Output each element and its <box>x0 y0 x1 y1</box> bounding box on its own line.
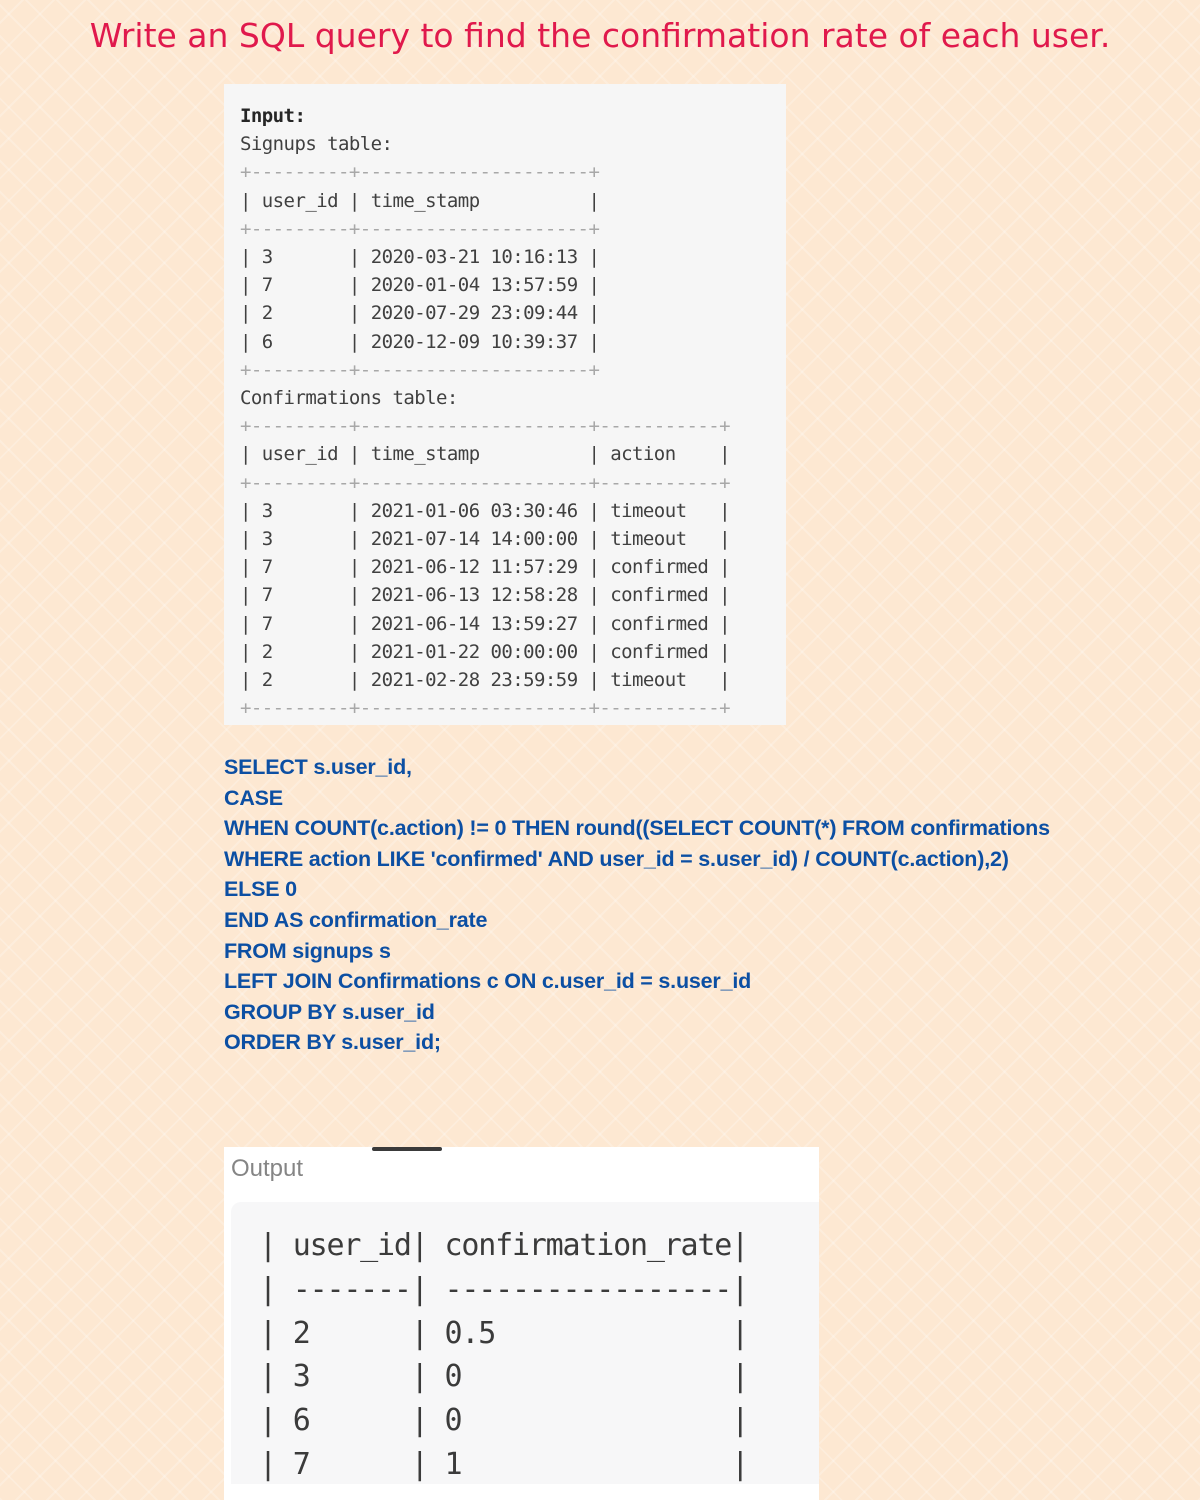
table-cell: 2021-06-12 11:57:29 <box>370 556 578 579</box>
confirmations-table-label: Confirmations table: <box>240 387 458 410</box>
table-cell: 2021-01-22 00:00:00 <box>370 640 578 663</box>
table-row: | 3 | 2021-01-06 03:30:46 | timeout | <box>240 499 731 522</box>
table-cell: 7 <box>261 612 273 635</box>
sql-line: WHERE action LIKE 'confirmed' AND user_id = s.user_id) / COUNT(c.action),2) <box>224 846 1009 871</box>
table-cell: 2020-01-04 13:57:59 <box>370 274 578 297</box>
output-cell: 0 <box>444 1359 462 1395</box>
table-cell: 2020-07-29 23:09:44 <box>370 302 578 325</box>
sql-line: ELSE 0 <box>224 877 297 902</box>
table-cell: 2021-01-06 03:30:46 <box>370 499 578 522</box>
output-header-row: | user_id| confirmation_rate| <box>259 1228 749 1263</box>
output-row: | 3 | 0 | <box>259 1359 749 1395</box>
table-header-row: | user_id | time_stamp | <box>240 189 600 212</box>
table-border: +---------+---------------------+-----------+ <box>240 697 731 720</box>
table-cell: confirmed <box>610 556 709 579</box>
table-cell: 2 <box>261 302 273 325</box>
sql-line: ORDER BY s.user_id; <box>224 1030 441 1055</box>
table-cell: 7 <box>261 556 273 579</box>
table-header-row: | user_id | time_stamp | action | <box>240 443 731 466</box>
table-cell: timeout <box>610 528 687 551</box>
table-cell: confirmed <box>610 584 709 607</box>
table-cell: 2021-07-14 14:00:00 <box>370 528 578 551</box>
table-row: | 7 | 2020-01-04 13:57:59 | <box>240 274 600 297</box>
table-cell: 7 <box>261 584 273 607</box>
table-border: +---------+---------------------+ <box>240 161 600 184</box>
table-cell: 3 <box>261 246 273 269</box>
sql-line: WHEN COUNT(c.action) != 0 THEN round((SELECT COUNT(*) FROM confirmations <box>224 816 1050 841</box>
table-row: | 2 | 2021-01-22 00:00:00 | confirmed | <box>240 640 731 663</box>
sql-line: LEFT JOIN Confirmations c ON c.user_id = s.user_id <box>224 969 752 994</box>
table-cell: 2 <box>261 669 273 692</box>
input-tables-text <box>240 102 786 722</box>
sql-line: SELECT s.user_id, <box>224 755 412 779</box>
column-header: user_id <box>261 443 339 466</box>
input-label: Input: <box>240 105 306 127</box>
output-cell: 7 <box>292 1446 310 1482</box>
output-cell: 2 <box>292 1315 310 1351</box>
sql-query-code <box>224 752 1050 1058</box>
table-row: | 3 | 2021-07-14 14:00:00 | timeout | <box>240 528 731 551</box>
column-header: confirmation_rate <box>444 1228 732 1263</box>
divider-cell: ----------------- <box>444 1271 732 1307</box>
page-title: Write an SQL query to find the confirmation rate of each user. <box>89 16 1111 55</box>
table-row: | 3 | 2020-03-21 10:16:13 | <box>240 246 600 269</box>
output-divider-row: | -------| -----------------| <box>259 1271 749 1307</box>
column-header: user_id <box>292 1228 411 1263</box>
table-border: +---------+---------------------+-----------+ <box>240 471 731 494</box>
table-cell: 3 <box>261 499 273 522</box>
signups-table <box>240 161 599 380</box>
tab-indicator <box>372 1147 442 1151</box>
table-cell: confirmed <box>610 612 709 635</box>
output-table <box>259 1224 748 1487</box>
output-cell: 3 <box>292 1359 310 1395</box>
output-panel <box>224 1147 819 1500</box>
output-cell: 6 <box>292 1403 310 1439</box>
table-border: +---------+---------------------+ <box>240 217 600 240</box>
table-row: | 6 | 2020-12-09 10:39:37 | <box>240 330 600 353</box>
sql-line: GROUP BY s.user_id <box>224 999 435 1024</box>
output-label: Output <box>231 1155 304 1182</box>
table-row: | 2 | 2020-07-29 23:09:44 | <box>240 302 600 325</box>
output-row: | 6 | 0 | <box>259 1403 749 1439</box>
table-cell: 2021-02-28 23:59:59 <box>370 669 578 692</box>
divider-cell: ------- <box>292 1271 411 1307</box>
sql-line: FROM signups s <box>224 938 391 963</box>
table-cell: 3 <box>261 528 273 551</box>
table-cell: 2020-03-21 10:16:13 <box>370 246 578 269</box>
table-cell: 2021-06-14 13:59:27 <box>370 612 578 635</box>
table-cell: 7 <box>261 274 273 297</box>
table-cell: 2021-06-13 12:58:28 <box>370 584 578 607</box>
table-cell: 2 <box>261 640 273 663</box>
output-cell: 0 <box>444 1403 462 1439</box>
table-cell: timeout <box>610 499 687 522</box>
column-header: user_id <box>261 189 339 212</box>
column-header: time_stamp <box>370 189 480 212</box>
table-cell: confirmed <box>610 640 709 663</box>
output-cell: 0.5 <box>444 1315 496 1351</box>
table-cell: 6 <box>261 330 273 353</box>
output-row: | 2 | 0.5 | <box>259 1315 749 1351</box>
table-cell: timeout <box>610 669 687 692</box>
table-row: | 7 | 2021-06-14 13:59:27 | confirmed | <box>240 612 731 635</box>
output-cell: 1 <box>444 1446 462 1482</box>
table-cell: 2020-12-09 10:39:37 <box>370 330 578 353</box>
input-example-panel <box>224 84 786 725</box>
column-header: action <box>610 443 676 466</box>
table-border: +---------+---------------------+-----------+ <box>240 415 731 438</box>
sql-line: END AS confirmation_rate <box>224 907 488 932</box>
table-row: | 2 | 2021-02-28 23:59:59 | timeout | <box>240 669 731 692</box>
column-header: time_stamp <box>370 443 480 466</box>
output-row: | 7 | 1 | <box>259 1446 749 1482</box>
table-row: | 7 | 2021-06-13 12:58:28 | confirmed | <box>240 584 731 607</box>
confirmations-table <box>240 415 730 719</box>
sql-line: CASE <box>224 785 283 810</box>
output-result-box <box>231 1202 819 1484</box>
table-row: | 7 | 2021-06-12 11:57:29 | confirmed | <box>240 556 731 579</box>
signups-table-label: Signups table: <box>240 133 393 156</box>
table-border: +---------+---------------------+ <box>240 358 600 381</box>
